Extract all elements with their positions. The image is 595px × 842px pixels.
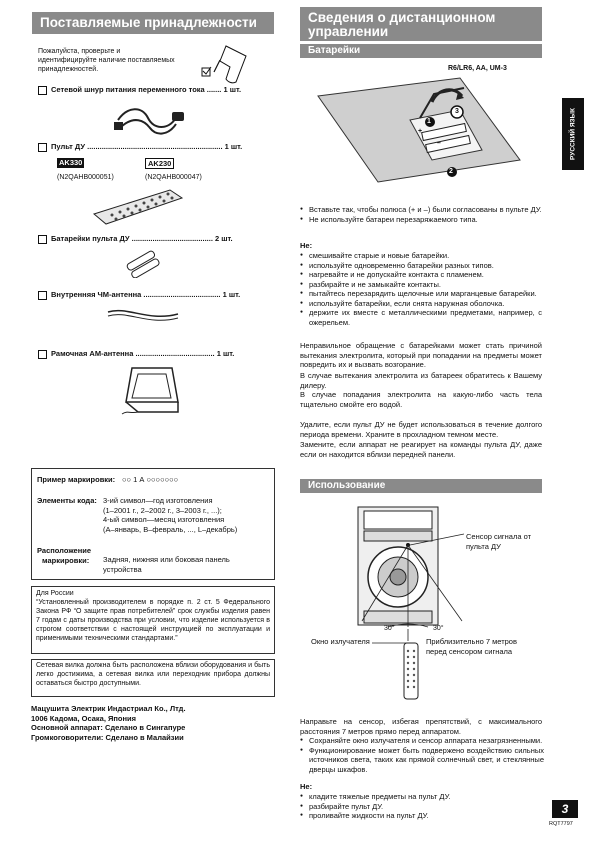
list-item: ● нагревайте и не допускайте контакта с пламенем. xyxy=(300,270,542,280)
list-item: ● используйте одновременно батарейки разных типов. xyxy=(300,261,542,271)
polarity-minus: – xyxy=(437,140,441,147)
polarity-plus: + xyxy=(418,128,423,135)
remote-info-title: Сведения о дистанционном управлении xyxy=(300,7,542,41)
manufacturer-info: Мацушита Электрик Индастриал Ко., Лтд. 1006 Кадома, Осака, Япония Основной аппарат: Сделано в Сингапуре Громкоговорители: Сделано в Малайзии xyxy=(31,704,186,742)
list-item: ● Вставьте так, чтобы полюса (+ и –) были согласованы в пульте ДУ. xyxy=(300,205,542,215)
ne-label-batteries: Не: xyxy=(300,241,313,250)
angle-right-label: 30° xyxy=(433,625,444,632)
step-1-number: 1 xyxy=(427,118,431,125)
replace-text: Замените, если аппарат не реагирует на команды пульта ДУ, даже если он находится вблизи передней панели. xyxy=(300,440,542,459)
usage-text: Направьте на сенсор, избегая препятствий, с максимального расстояния 7 метров прямо перед аппаратом. xyxy=(300,717,542,736)
checkbox-fm-antenna[interactable] xyxy=(38,291,47,300)
list-item: ● пытайтесь перезарядить щелочные или марганцевые батарейки. xyxy=(300,289,542,299)
usage-bullets xyxy=(300,736,544,774)
remote-model-ak330: AK330 xyxy=(59,158,83,167)
remote-code-ak330: (N2QAHB000051) xyxy=(57,174,114,181)
emitter-label: Окно излучателя xyxy=(311,637,370,646)
plug-text: Сетевая вилка должна быть расположена вблизи оборудования и быть легко достижима, а сетевая вилка или переходник прибора должны оставаться быстро доступными. xyxy=(36,662,270,687)
battery-bullets-1 xyxy=(300,205,542,224)
batteries-image xyxy=(124,250,164,278)
language-side-tab-label: РУССКИЙ ЯЗЫК xyxy=(569,108,577,160)
emitter-leader-line xyxy=(372,640,412,650)
ne-label-usage: Не: xyxy=(300,782,313,791)
doc-code: RQT7797 xyxy=(549,821,573,827)
item-remote: Пульт ДУ ................................................................. 1 шт. xyxy=(51,142,243,151)
russia-text: “Установленный производителем в порядке п. 2 ст. 5 Федерального Закона РФ “О защите прав потребителей” срок службы изделия равен 7 годам с даты производства при условии, что изделие используется в строгом соответствии с настоящей инструкцией по эксплуатации и применимыми техническими стандартами.” xyxy=(36,599,270,642)
leak-text: В случае вытекания электролита из батареек обратитесь к Вашему дилеру. xyxy=(300,371,542,390)
battery-bullets-2 xyxy=(300,251,542,327)
usage-bullets-ne xyxy=(300,792,540,821)
distance-label: Приблизительно 7 метров перед сенсором сигнала xyxy=(426,637,517,656)
list-item: ● кладите тяжелые предметы на пульт ДУ. xyxy=(300,792,540,802)
item-batteries: Батарейки пульта ДУ ....................................... 2 шт. xyxy=(51,234,233,243)
checkbox-remote[interactable] xyxy=(38,143,47,152)
list-item: ● проливайте жидкости на пульт ДУ. xyxy=(300,811,540,821)
checkbox-am-antenna[interactable] xyxy=(38,350,47,359)
checkbox-ac-cord[interactable] xyxy=(38,86,47,95)
list-item: ● Не используйте батареи перезаряжаемого типа. xyxy=(300,215,542,225)
item-am-antenna: Рамочная АМ-антенна ...................................... 1 шт. xyxy=(51,349,235,358)
remote-image xyxy=(90,186,186,226)
am-antenna-image xyxy=(118,362,188,418)
misuse-text: Неправильное обращение с батарейками может стать причиной вытекания электролита, который при попадании на предметы может повредить их и вызвать возгорание. xyxy=(300,341,542,369)
battery-install-illustration xyxy=(310,74,540,194)
marking-elements-label: Элементы кода: xyxy=(37,496,97,505)
sensor-label: Сенсор сигнала от пульта ДУ xyxy=(466,532,532,551)
sensor-leader-line xyxy=(408,530,468,550)
remove-text: Удалите, если пульт ДУ не будет использоваться в течение долгого периода времени. Храните в прохладном темном месте. xyxy=(300,420,542,439)
marking-example-label: Пример маркировки: xyxy=(37,475,116,484)
battery-type: R6/LR6, AA, UM-3 xyxy=(448,65,507,72)
ac-cord-image xyxy=(112,98,192,138)
remote-code-ak230: (N2QAHB000047) xyxy=(145,174,202,181)
marking-location-value: Задняя, нижняя или боковая панель устройства xyxy=(103,555,230,574)
list-item: ● держите их вместе с металлическими предметами, например, с ожерельем. xyxy=(300,308,542,327)
marking-example-value: ○○ 1 А ○○○○○○○ xyxy=(122,475,179,484)
page-number: 3 xyxy=(552,800,578,818)
accessories-title: Поставляемые принадлежности xyxy=(32,12,274,34)
list-item: ● разбирайте и не замыкайте контакты. xyxy=(300,280,542,290)
step-2-number: 2 xyxy=(449,168,453,175)
checkbox-batteries[interactable] xyxy=(38,235,47,244)
list-item: ● смешивайте старые и новые батарейки. xyxy=(300,251,542,261)
remote-model-ak230: AK230 xyxy=(145,158,174,169)
fm-antenna-image xyxy=(104,300,184,326)
russia-heading: Для России xyxy=(36,590,74,597)
language-side-tab xyxy=(562,98,584,170)
list-item: ● используйте батарейки, если снята наружная оболочка. xyxy=(300,299,542,309)
item-fm-antenna: Внутренняя ЧМ-антенна ..................................... 1 шт. xyxy=(51,290,241,299)
batteries-header: Батарейки xyxy=(300,44,542,58)
angle-left-label: 30° xyxy=(384,625,395,632)
usage-header: Использование xyxy=(300,479,542,493)
list-item: ● Сохраняйте окно излучателя и сенсор аппарата незагрязненными. xyxy=(300,736,544,746)
list-item: ● разбирайте пульт ДУ. xyxy=(300,802,540,812)
check-pen-icon xyxy=(196,40,256,86)
marking-elements-list: 3-ий символ—год изготовления (1–2001 г., 2–2002 г., 3–2003 г., ...); 4-ый символ—месяц изготовления (А–январь, В–февраль, ..., L–декабрь) xyxy=(103,496,238,534)
item-ac-cord: Сетевой шнур питания переменного тока ....... 1 шт. xyxy=(51,85,242,94)
accessories-intro: Пожалуйста, проверьте и идентифицируйте наличие поставляемых принадлежностей. xyxy=(38,48,175,73)
step-3-number: 3 xyxy=(455,108,459,115)
marking-location-label: Расположение маркировки: xyxy=(37,546,92,565)
skin-text: В случае попадания электролита на какую-либо часть тела тщательно смойте его водой. xyxy=(300,390,542,409)
list-item: ● Функционирование может быть подвержено воздействию сильных источников света, таких как прямой солнечный свет, и стеклянные дверцы шкафов. xyxy=(300,746,544,775)
